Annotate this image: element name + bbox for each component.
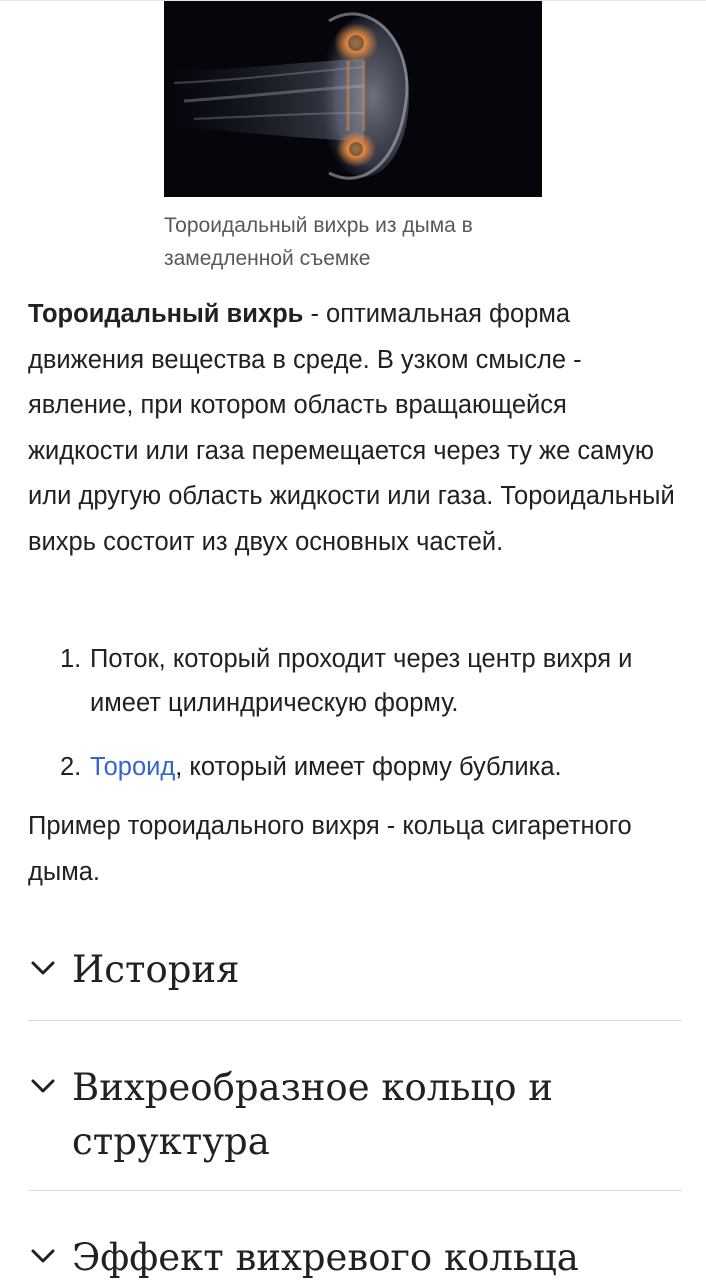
section-title: Эффект вихревого кольца [72, 1236, 579, 1279]
section-title: Вихреобразное кольцо и структура [72, 1066, 553, 1163]
lead-text: - оптимальная форма движения вещества в среде. В узком смысле - явление, при котором область вращающейся жидкости или газа перемещается через ту же самую или другую область жидкости или газа. Тороидальный вихрь состоит из двух основных частей. [28, 300, 675, 556]
section-history-toggle[interactable] [28, 943, 682, 997]
section-history [28, 943, 682, 1021]
vortex-smoke-image[interactable] [164, 1, 542, 197]
list-item [28, 637, 678, 725]
list-item-text: Поток, который проходит через центр вихря и имеет цилиндрическую форму. [90, 645, 633, 717]
toroid-link[interactable]: Тороид [90, 753, 176, 781]
example-paragraph: Пример тороидального вихря - кольца сигаретного дыма. [28, 812, 632, 886]
chevron-down-icon [30, 1077, 60, 1095]
list-item [28, 745, 678, 789]
list-item-text: , который имеет форму бублика. [175, 753, 562, 781]
lead-term: Тороидальный вихрь [28, 300, 304, 328]
chevron-down-icon [30, 959, 60, 977]
figure-caption: Тороидальный вихрь из дыма в замедленной съемке [164, 214, 473, 270]
section-vortex-ring-effect [28, 1231, 682, 1285]
section-vortex-ring-toggle[interactable] [28, 1061, 682, 1169]
section-divider [28, 1190, 682, 1191]
section-divider [28, 1020, 682, 1021]
section-vortex-ring [28, 1061, 682, 1191]
list-item-number: 1. [60, 645, 82, 673]
list-item-number: 2. [60, 753, 82, 781]
section-vortex-ring-effect-toggle[interactable] [28, 1231, 682, 1285]
figure [164, 1, 542, 275]
parts-list [28, 637, 678, 809]
chevron-down-icon [30, 1247, 60, 1265]
section-title: История [72, 948, 240, 991]
lead-paragraph [28, 292, 678, 565]
